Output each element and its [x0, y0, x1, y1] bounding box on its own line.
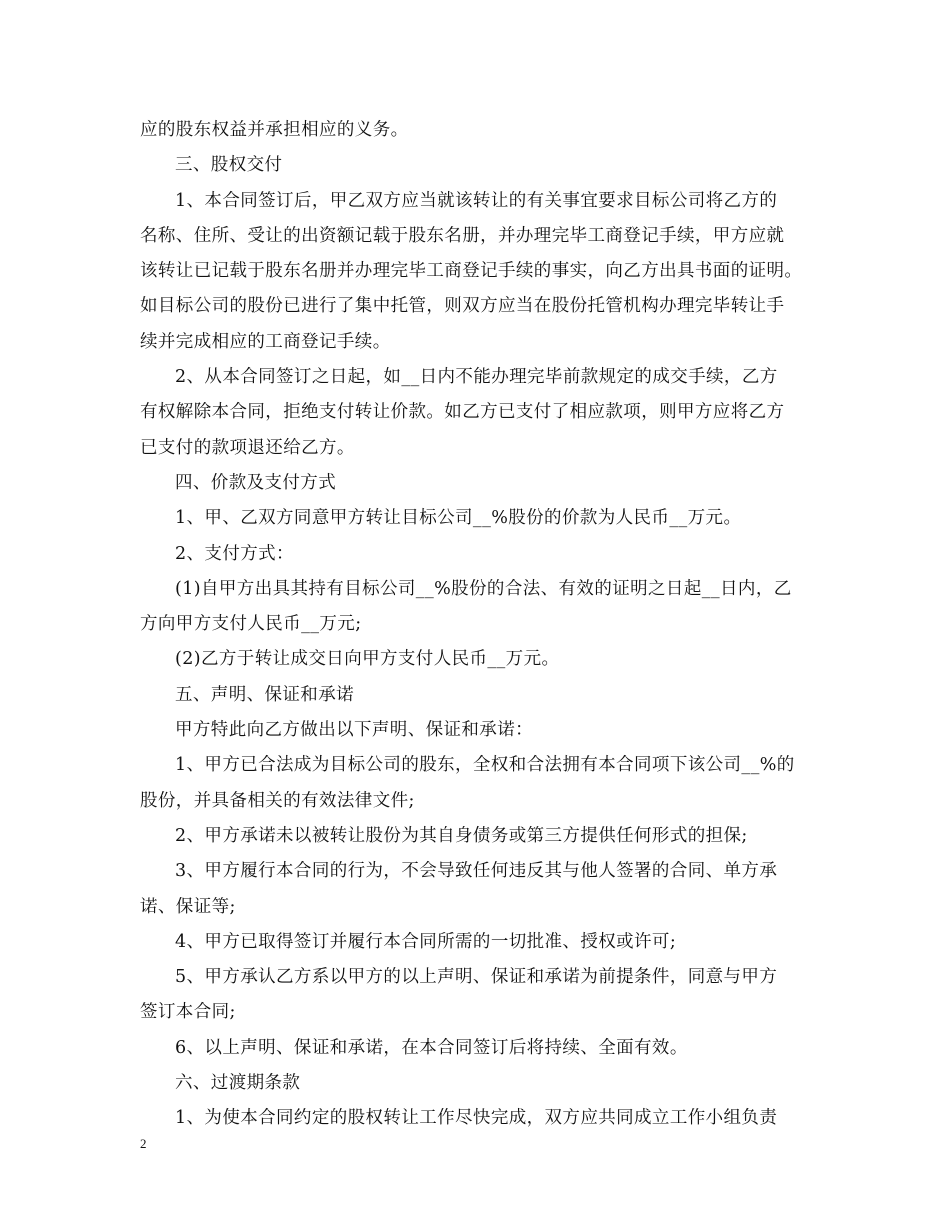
section-heading: 六、过渡期条款 [175, 1073, 301, 1094]
text-line: 甲方特此向乙方做出以下声明、保证和承诺： [175, 720, 533, 741]
document-body [140, 113, 820, 1137]
text-line: 6、以上声明、保证和承诺，在本合同签订后将持续、全面有效。 [175, 1037, 688, 1058]
text-line: (1)自甲方出具其持有目标公司__%股份的合法、有效的证明之日起__日内，乙 [175, 578, 792, 599]
text-line: 有权解除本合同，拒绝支付转让价款。如乙方已支付了相应款项，则甲方应将乙方 [140, 402, 785, 423]
text-line: 1、甲方已合法成为目标公司的股东，全权和合法拥有本合同项下该公司__%的 [175, 755, 795, 776]
text-line: 诺、保证等; [140, 896, 236, 917]
text-line: 方向甲方支付人民币__万元; [140, 614, 362, 635]
text-line: 1、为使本合同约定的股权转让工作尽快完成，双方应共同成立工作小组负责 [175, 1108, 778, 1129]
text-line: 该转让已记载于股东名册并办理完毕工商登记手续的事实，向乙方出具书面的证明。 [140, 261, 803, 282]
section-heading: 四、价款及支付方式 [175, 472, 337, 493]
text-line: 1、本合同签订后，甲乙双方应当就该转让的有关事宜要求目标公司将乙方的 [175, 190, 778, 211]
text-line: 2、甲方承诺未以被转让股份为其自身债务或第三方提供任何形式的担保; [175, 825, 748, 846]
text-line: 4、甲方已取得签订并履行本合同所需的一切批准、授权或许可; [175, 931, 677, 952]
section-heading: 五、声明、保证和承诺 [175, 684, 354, 705]
text-line: 签订本合同; [140, 1002, 236, 1023]
text-line: 股份，并具备相关的有效法律文件; [140, 790, 415, 811]
text-line: 2、从本合同签订之日起，如__日内不能办理完毕前款规定的成交手续，乙方 [175, 367, 778, 388]
text-line: 如目标公司的股份已进行了集中托管，则双方应当在股份托管机构办理完毕转让手 [140, 296, 785, 317]
text-line: 已支付的款项退还给乙方。 [140, 437, 355, 458]
text-line: 3、甲方履行本合同的行为，不会导致任何违反其与他人签署的合同、单方承 [175, 861, 778, 882]
section-heading: 三、股权交付 [175, 155, 283, 176]
text-line: 1、甲、乙双方同意甲方转让目标公司__%股份的价款为人民币__万元。 [175, 508, 742, 529]
text-line: 名称、住所、受让的出资额记载于股东名册，并办理完毕工商登记手续，甲方应就 [140, 225, 785, 246]
text-line: (2)乙方于转让成交日向甲方支付人民币__万元。 [175, 649, 560, 670]
text-line: 续并完成相应的工商登记手续。 [140, 331, 391, 352]
page-number: 2 [140, 1136, 147, 1151]
text-line: 2、支付方式： [175, 543, 294, 564]
text-line: 应的股东权益并承担相应的义务。 [140, 120, 409, 140]
text-line: 5、甲方承认乙方系以甲方的以上声明、保证和承诺为前提条件，同意与甲方 [175, 967, 778, 988]
